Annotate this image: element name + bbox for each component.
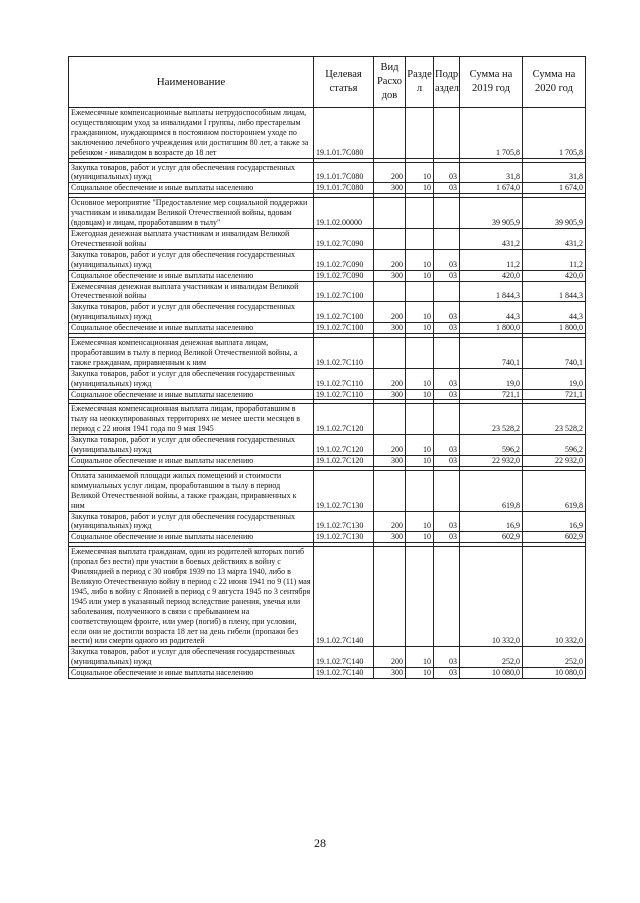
cell-sum-2020: 23 528,2 [523,404,586,435]
cell-expense-type: 200 [374,368,406,389]
cell-target-article: 19.1.02.7С140 [314,547,374,647]
cell-target-article: 19.1.02.7С090 [314,249,374,270]
cell-sum-2019: 23 528,2 [460,404,523,435]
cell-expense-type: 200 [374,249,406,270]
table-row [69,249,586,270]
cell-subsection: 03 [434,183,460,194]
cell-name: Закупка товаров, работ и услуг для обеспечения государственных (муниципальных) нужд [69,162,314,183]
cell-name: Закупка товаров, работ и услуг для обеспечения государственных (муниципальных) нужд [69,368,314,389]
table-row [69,302,586,323]
cell-expense-type: 300 [374,323,406,334]
cell-name: Закупка товаров, работ и услуг для обеспечения государственных (муниципальных) нужд [69,511,314,532]
header-sum-2020: Сумма на 2020 год [523,57,586,108]
cell-target-article: 19.1.02.7С130 [314,470,374,511]
header-name: Наименование [69,57,314,108]
cell-subsection [434,470,460,511]
cell-sum-2019: 252,0 [460,647,523,668]
cell-section [406,281,434,302]
cell-target-article: 19.1.02.7С110 [314,338,374,369]
cell-name: Социальное обеспечение и иные выплаты населению [69,389,314,400]
cell-name: Ежемесячные компенсационные выплаты нетрудоспособным лицам, осуществляющим уход за инвалидами I группы, либо престарелым гражданином, нуждающимся в постоянном постороннем уходе по заключению лечебного учреждения или достигшим 80 лет, а также за ребенком - инвалидом в возрасте до 18 лет [69,108,314,159]
table-row [69,389,586,400]
cell-sum-2020: 619,8 [523,470,586,511]
cell-name: Ежемесячная компенсационная выплата лицам, проработавшим в тылу на неоккупированных территориях не менее шести месяцев в период с 22 июня 1941 года по 9 мая 1945 [69,404,314,435]
cell-target-article: 19.1.01.7С080 [314,108,374,159]
cell-subsection: 03 [434,270,460,281]
cell-expense-type: 300 [374,668,406,679]
cell-subsection: 03 [434,368,460,389]
cell-section: 10 [406,302,434,323]
budget-table [68,56,586,679]
cell-sum-2019: 596,2 [460,435,523,456]
cell-section: 10 [406,183,434,194]
page-number: 28 [314,836,326,850]
cell-subsection: 03 [434,532,460,543]
cell-subsection: 03 [434,323,460,334]
cell-sum-2019: 740,1 [460,338,523,369]
cell-name: Социальное обеспечение и иные выплаты населению [69,323,314,334]
cell-sum-2020: 10 080,0 [523,668,586,679]
header-sum-2019: Сумма на 2019 год [460,57,523,108]
cell-sum-2020: 31,8 [523,162,586,183]
table-row [69,281,586,302]
table-row [69,323,586,334]
cell-sum-2019: 431,2 [460,228,523,249]
cell-section: 10 [406,389,434,400]
cell-expense-type: 300 [374,183,406,194]
cell-name: Ежегодная денежная выплата участникам и инвалидам Великой Отечественной войны [69,228,314,249]
table-row [69,338,586,369]
cell-sum-2020: 596,2 [523,435,586,456]
cell-name: Социальное обеспечение и иные выплаты населению [69,668,314,679]
cell-sum-2020: 1 674,0 [523,183,586,194]
cell-expense-type: 200 [374,302,406,323]
cell-sum-2020: 1 800,0 [523,323,586,334]
cell-sum-2020: 10 332,0 [523,547,586,647]
cell-subsection [434,404,460,435]
cell-target-article: 19.1.02.7С110 [314,368,374,389]
cell-target-article: 19.1.02.7С100 [314,302,374,323]
table-row [69,511,586,532]
cell-subsection: 03 [434,162,460,183]
cell-sum-2019: 1 705,8 [460,108,523,159]
header-subsection: Подр аздел [434,57,460,108]
cell-expense-type: 300 [374,389,406,400]
cell-section: 10 [406,323,434,334]
table-row [69,647,586,668]
cell-sum-2019: 619,8 [460,470,523,511]
table-row [69,547,586,647]
cell-name: Ежемесячная денежная выплата участникам и инвалидам Великой Отечественной войны [69,281,314,302]
cell-name: Социальное обеспечение и иные выплаты населению [69,183,314,194]
cell-sum-2020: 1 844,3 [523,281,586,302]
cell-target-article: 19.1.02.00000 [314,198,374,229]
header-target-article: Целевая статья [314,57,374,108]
cell-section [406,228,434,249]
cell-sum-2019: 10 332,0 [460,547,523,647]
cell-name: Социальное обеспечение и иные выплаты населению [69,532,314,543]
cell-subsection: 03 [434,668,460,679]
table-row [69,456,586,467]
cell-sum-2019: 1 844,3 [460,281,523,302]
cell-target-article: 19.1.01.7С080 [314,162,374,183]
cell-section: 10 [406,270,434,281]
cell-sum-2019: 420,0 [460,270,523,281]
header-section: Разде л [406,57,434,108]
cell-expense-type [374,108,406,159]
cell-sum-2020: 22 932,0 [523,456,586,467]
cell-sum-2020: 11,2 [523,249,586,270]
cell-expense-type: 300 [374,532,406,543]
cell-subsection: 03 [434,302,460,323]
table-row [69,183,586,194]
cell-target-article: 19.1.02.7С090 [314,228,374,249]
cell-sum-2019: 39 905,9 [460,198,523,229]
cell-section: 10 [406,162,434,183]
cell-expense-type: 200 [374,162,406,183]
cell-subsection [434,108,460,159]
cell-section [406,198,434,229]
cell-expense-type: 200 [374,647,406,668]
cell-target-article: 19.1.02.7С140 [314,647,374,668]
table-row [69,228,586,249]
cell-sum-2020: 721,1 [523,389,586,400]
cell-subsection [434,198,460,229]
cell-subsection: 03 [434,511,460,532]
cell-expense-type: 200 [374,435,406,456]
cell-expense-type [374,470,406,511]
cell-target-article: 19.1.02.7С090 [314,270,374,281]
cell-target-article: 19.1.02.7С130 [314,511,374,532]
cell-sum-2020: 1 705,8 [523,108,586,159]
cell-section [406,547,434,647]
header-expense-type: Вид Расхо дов [374,57,406,108]
cell-subsection: 03 [434,435,460,456]
table-row [69,108,586,159]
cell-sum-2019: 22 932,0 [460,456,523,467]
cell-sum-2020: 16,9 [523,511,586,532]
cell-sum-2020: 740,1 [523,338,586,369]
cell-sum-2020: 602,9 [523,532,586,543]
cell-expense-type [374,198,406,229]
cell-target-article: 19.1.02.7С130 [314,532,374,543]
cell-section: 10 [406,511,434,532]
cell-expense-type [374,281,406,302]
cell-sum-2020: 420,0 [523,270,586,281]
cell-sum-2019: 16,9 [460,511,523,532]
cell-section [406,108,434,159]
cell-name: Ежемесячная компенсационная денежная выплата лицам, проработавшим в тылу в период Великой Отечественной войны, а также гражданам, приравненным к ним [69,338,314,369]
cell-subsection [434,228,460,249]
cell-expense-type: 300 [374,456,406,467]
cell-target-article: 19.1.02.7С100 [314,281,374,302]
table-header-row [69,57,586,108]
cell-target-article: 19.1.02.7С120 [314,435,374,456]
cell-name: Закупка товаров, работ и услуг для обеспечения государственных (муниципальных) нужд [69,647,314,668]
cell-subsection: 03 [434,456,460,467]
cell-target-article: 19.1.02.7С140 [314,668,374,679]
cell-section: 10 [406,668,434,679]
cell-target-article: 19.1.02.7С120 [314,404,374,435]
cell-sum-2019: 19,0 [460,368,523,389]
cell-expense-type [374,338,406,369]
cell-expense-type: 300 [374,270,406,281]
table-row [69,368,586,389]
cell-name: Закупка товаров, работ и услуг для обеспечения государственных (муниципальных) нужд [69,249,314,270]
cell-name: Оплата занимаемой площади жилых помещений и стоимости коммунальных услуг лицам, проработавшим в тылу в период Великой Отечественной войны, а также граждан, приравненных к ним [69,470,314,511]
cell-sum-2020: 252,0 [523,647,586,668]
cell-section: 10 [406,532,434,543]
table-row [69,435,586,456]
cell-sum-2019: 31,8 [460,162,523,183]
cell-section [406,404,434,435]
cell-section: 10 [406,249,434,270]
cell-sum-2019: 11,2 [460,249,523,270]
table-row [69,470,586,511]
cell-subsection: 03 [434,249,460,270]
cell-name: Социальное обеспечение и иные выплаты населению [69,456,314,467]
cell-subsection: 03 [434,389,460,400]
cell-target-article: 19.1.02.7С110 [314,389,374,400]
cell-name: Закупка товаров, работ и услуг для обеспечения государственных (муниципальных) нужд [69,302,314,323]
cell-subsection [434,281,460,302]
table-row [69,198,586,229]
cell-expense-type: 200 [374,511,406,532]
cell-section: 10 [406,368,434,389]
cell-expense-type [374,404,406,435]
cell-subsection: 03 [434,647,460,668]
cell-sum-2019: 602,9 [460,532,523,543]
cell-section: 10 [406,456,434,467]
cell-subsection [434,547,460,647]
cell-sum-2020: 39 905,9 [523,198,586,229]
cell-section: 10 [406,435,434,456]
cell-section: 10 [406,647,434,668]
table-row [69,532,586,543]
cell-section [406,338,434,369]
cell-sum-2019: 10 080,0 [460,668,523,679]
cell-sum-2020: 44,3 [523,302,586,323]
cell-name: Ежемесячная выплата гражданам, один из родителей которых погиб (пропал без вести) при участии в боевых действиях в войну с Финляндией в период с 30 ноября 1939 по 13 марта 1940, либо в Великую Отечественную войну в период с 22 июня 1941 по 9 (11) мая 1945, либо в войну с Японией в период с 9 августа 1945 по 3 сентября 1945 или умер в указанный период вследствие ранения, увечья или заболевания, полученного в связи с пребыванием на соответствующем фронте, или умер (погиб) в плену, при условии, если они не достигли возраста 18 лет на день гибели (пропажи без вести) или смерти одного из родителей [69,547,314,647]
cell-sum-2019: 1 674,0 [460,183,523,194]
cell-target-article: 19.1.02.7С120 [314,456,374,467]
table-row [69,162,586,183]
cell-expense-type [374,547,406,647]
table-row [69,270,586,281]
cell-sum-2019: 1 800,0 [460,323,523,334]
cell-name: Основное мероприятие "Предоставление мер социальной поддержки участникам и инвалидам Великой Отечественной войны, вдовам (вдовцам) и лицам, проработавшим в тылу" [69,198,314,229]
cell-sum-2019: 44,3 [460,302,523,323]
cell-target-article: 19.1.02.7С100 [314,323,374,334]
cell-name: Социальное обеспечение и иные выплаты населению [69,270,314,281]
cell-subsection [434,338,460,369]
cell-expense-type [374,228,406,249]
cell-sum-2020: 19,0 [523,368,586,389]
cell-sum-2020: 431,2 [523,228,586,249]
cell-sum-2019: 721,1 [460,389,523,400]
table-row [69,404,586,435]
cell-name: Закупка товаров, работ и услуг для обеспечения государственных (муниципальных) нужд [69,435,314,456]
cell-section [406,470,434,511]
table-row [69,668,586,679]
cell-target-article: 19.1.01.7С080 [314,183,374,194]
